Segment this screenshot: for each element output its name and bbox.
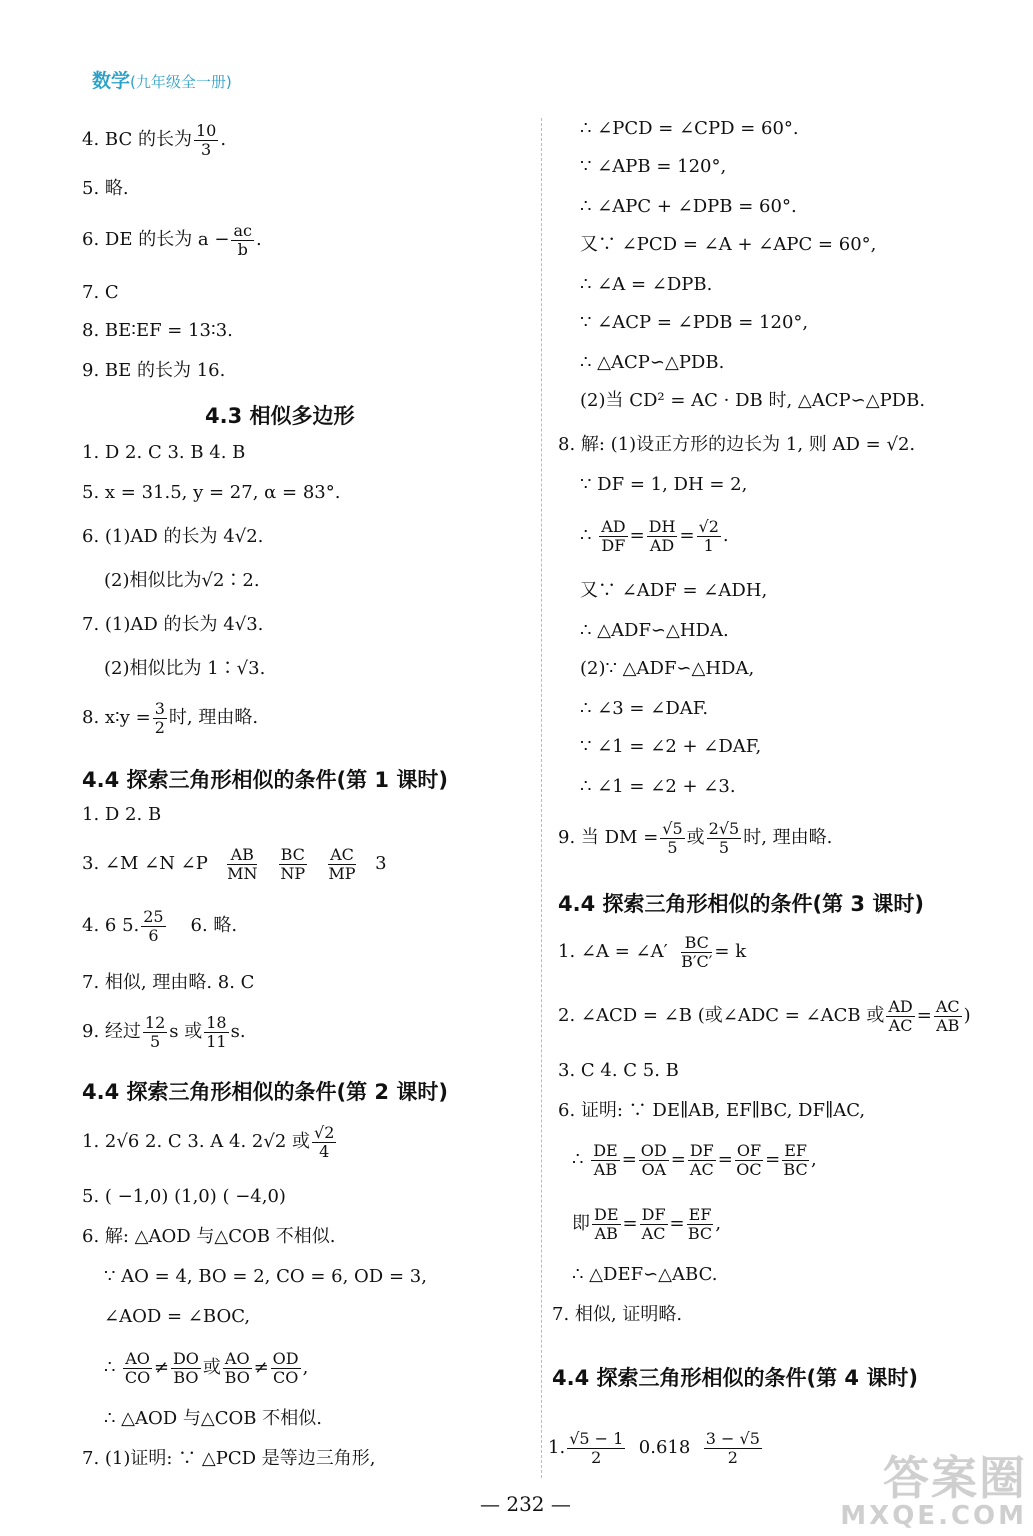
fraction: $\frac{10}{3}$	[195, 121, 217, 159]
answer-6-line3: ∠AOD = ∠BOC,	[104, 1306, 251, 1327]
proof-line: ∵ ∠APB = 120°,	[580, 156, 727, 177]
proof-line: ∴ ∠A = ∠DPB.	[580, 274, 713, 295]
answer-6: 6. 证明: ∵ DE∥AB, EF∥BC, DF∥AC,	[558, 1100, 866, 1121]
fraction: $\frac{√2}{4}$	[314, 1123, 335, 1161]
answer-7b: (2)相似比为 1∶√3.	[104, 658, 266, 679]
section-title-4-4-lesson1: 4.4 探索三角形相似的条件(第 1 课时)	[82, 768, 448, 792]
answer-6-line5: ∴ △AOD 与△COB 不相似.	[104, 1408, 322, 1429]
fraction: $\frac{BC}{B'C'}$	[681, 933, 713, 971]
answer-9: 9. 经过 $\frac{12}{5}$ s 或 $\frac{18}{11}$ s.	[82, 1013, 246, 1051]
proof-line: ∴ ∠3 = ∠DAF.	[580, 698, 709, 719]
proof-line: ∴ △ADF∽△HDA.	[580, 620, 729, 641]
fraction: $\frac{EF}{BC}$	[687, 1205, 713, 1243]
proof-line: 即 $\frac{DE}{AB}$ = $\frac{DF}{AC}$ = $\frac{EF}{BC}$ ,	[572, 1205, 722, 1243]
section-title-4-4-lesson4: 4.4 探索三角形相似的条件(第 4 课时)	[552, 1366, 918, 1390]
answer-7: 7. 相似, 证明略.	[552, 1304, 683, 1325]
fraction: $\frac{ac}{b}$	[233, 221, 252, 259]
proof-line: ∴ $\frac{DE}{AB}$ = $\frac{OD}{OA}$ = $\frac{DF}{AC}$ = $\frac{OF}{OC}$ = $\frac{EF}{BC}$ ,	[572, 1141, 817, 1179]
proof-line: 又∵ ∠ADF = ∠ADH,	[580, 580, 768, 601]
page-number: — 232 —	[480, 1492, 571, 1516]
fraction: $\frac{DF}{AC}$	[689, 1141, 714, 1179]
proof-line: ∵ ∠ACP = ∠PDB = 120°,	[580, 312, 809, 333]
fraction: $\frac{DO}{BO}$	[172, 1349, 199, 1387]
proof-line: ∴ ∠1 = ∠2 + ∠3.	[580, 776, 736, 797]
section-title-4-4-lesson2: 4.4 探索三角形相似的条件(第 2 课时)	[82, 1080, 448, 1104]
fraction: $\frac{BC}{NP}$	[280, 845, 306, 883]
answer-3: 3. ∠M ∠N ∠P $\frac{AB}{MN}$ $\frac{BC}{NP}$ $\frac{AC}{MP}$ 3	[82, 845, 387, 883]
fraction: $\frac{2√5}{5}$	[708, 819, 740, 857]
proof-line: ∵ DF = 1, DH = 2,	[580, 474, 748, 495]
fraction: $\frac{12}{5}$	[144, 1013, 166, 1051]
answer-1-4: 1. D 2. C 3. B 4. B	[82, 442, 246, 463]
answer-1: 1. $\frac{√5 - 1}{2}$ 0.618 $\frac{3 - √5}{2}$	[548, 1429, 760, 1467]
answer-8: 8. 解: (1)设正方形的边长为 1, 则 AD = √2.	[558, 434, 916, 455]
answer-7-8: 7. 相似, 理由略. 8. C	[82, 972, 255, 993]
fraction: $\frac{AC}{AB}$	[935, 997, 960, 1035]
section-title-4-4-lesson3: 4.4 探索三角形相似的条件(第 3 课时)	[558, 892, 924, 916]
answer-1: 1. ∠A = ∠A′ $\frac{BC}{B'C'}$ = k	[558, 933, 747, 971]
answer-7a: 7. (1)AD 的长为 4√3.	[82, 614, 264, 635]
fraction: $\frac{DH}{AD}$	[648, 517, 676, 555]
fraction: $\frac{AO}{BO}$	[224, 1349, 250, 1387]
answer-7: 7. (1)证明: ∵ △PCD 是等边三角形,	[82, 1448, 376, 1469]
answer-6b: (2)相似比为√2∶2.	[104, 570, 260, 591]
answer-2: 2. ∠ACD = ∠B (或∠ADC = ∠ACB 或 $\frac{AD}{AC}$ = $\frac{AC}{AB}$ )	[558, 997, 971, 1035]
answer-6a: 6. (1)AD 的长为 4√2.	[82, 526, 264, 547]
fraction: $\frac{OF}{OC}$	[736, 1141, 762, 1179]
answer-6-line2: ∵ AO = 4, BO = 2, CO = 6, OD = 3,	[104, 1266, 427, 1287]
answer-6: 6. 解: △AOD 与△COB 不相似.	[82, 1226, 336, 1247]
proof-line: ∵ ∠1 = ∠2 + ∠DAF,	[580, 736, 762, 757]
column-divider	[541, 118, 542, 1478]
answer-5: 5. 略.	[82, 178, 129, 199]
fraction: $\frac{AD}{AC}$	[888, 997, 913, 1035]
fraction: $\frac{√2}{1}$	[698, 517, 719, 555]
proof-line: ∴ ∠PCD = ∠CPD = 60°.	[580, 118, 799, 139]
answer-1-2: 1. D 2. B	[82, 804, 162, 825]
fraction: $\frac{√5 - 1}{2}$	[569, 1429, 624, 1467]
fraction: $\frac{18}{11}$	[206, 1013, 227, 1051]
fraction: $\frac{25}{6}$	[143, 907, 164, 945]
header-grade: (九年级全一册)	[130, 73, 232, 91]
answer-6-line4: ∴ $\frac{AO}{CO}$ ≠ $\frac{DO}{BO}$ 或 $\frac{AO}{BO}$ ≠ $\frac{OD}{CO}$ ,	[104, 1349, 309, 1387]
watermark-logo	[840, 1451, 1027, 1531]
answer-6: 6. DE 的长为 a − $\frac{ac}{b}$ .	[82, 221, 262, 259]
page-header	[92, 66, 232, 93]
fraction: $\frac{√5}{5}$	[662, 819, 683, 857]
watermark-line2: MXQE.COM	[840, 1500, 1027, 1531]
watermark-line1: 答案圈	[883, 1451, 1027, 1506]
answer-4-6: 4. 6 5. $\frac{25}{6}$ 6. 略.	[82, 907, 238, 945]
answer-3-5: 3. C 4. C 5. B	[558, 1060, 679, 1081]
fraction: $\frac{OD}{OA}$	[640, 1141, 667, 1179]
section-title-4-3: 4.3 相似多边形	[205, 404, 355, 428]
answer-9: 9. BE 的长为 16.	[82, 360, 226, 381]
answer-9: 9. 当 DM = $\frac{√5}{5}$ 或 $\frac{2√5}{5}$ 时, 理由略.	[558, 819, 833, 857]
fraction: $\frac{AB}{MN}$	[227, 845, 258, 883]
proof-line: ∴ △DEF∽△ABC.	[572, 1264, 718, 1285]
fraction: $\frac{AD}{DF}$	[601, 517, 626, 555]
answer-8: 8. x∶y = $\frac{3}{2}$ 时, 理由略.	[82, 699, 259, 737]
answer-5: 5. x = 31.5, y = 27, α = 83°.	[82, 482, 341, 503]
answer-8: 8. BE∶EF = 13∶3.	[82, 320, 233, 341]
answer-5: 5. ( −1,0) (1,0) ( −4,0)	[82, 1186, 286, 1207]
fraction: $\frac{OD}{CO}$	[272, 1349, 299, 1387]
proof-line: ∴ △ACP∽△PDB.	[580, 352, 725, 373]
fraction: $\frac{3}{2}$	[154, 699, 165, 737]
answer-4: 4. BC 的长为 $\frac{10}{3}$ .	[82, 121, 227, 159]
fraction: $\frac{AC}{MP}$	[328, 845, 356, 883]
proof-line: ∴ $\frac{AD}{DF}$ = $\frac{DH}{AD}$ = $\frac{√2}{1}$ .	[580, 517, 729, 555]
fraction: $\frac{3 - √5}{2}$	[705, 1429, 760, 1467]
header-subject: 数学	[92, 70, 131, 92]
answer-7: 7. C	[82, 282, 119, 303]
fraction: $\frac{DF}{AC}$	[641, 1205, 666, 1243]
proof-line: 又∵ ∠PCD = ∠A + ∠APC = 60°,	[580, 234, 877, 255]
proof-line: (2)∵ △ADF∽△HDA,	[580, 658, 755, 679]
fraction: $\frac{DE}{AB}$	[593, 1141, 618, 1179]
proof-line: (2)当 CD² = AC · DB 时, △ACP∽△PDB.	[580, 390, 926, 411]
fraction: $\frac{AO}{CO}$	[124, 1349, 151, 1387]
proof-line: ∴ ∠APC + ∠DPB = 60°.	[580, 196, 797, 217]
fraction: $\frac{EF}{BC}$	[783, 1141, 808, 1179]
fraction: $\frac{DE}{AB}$	[594, 1205, 619, 1243]
answer-1-4: 1. 2√6 2. C 3. A 4. 2√2 或 $\frac{√2}{4}$	[82, 1123, 335, 1161]
